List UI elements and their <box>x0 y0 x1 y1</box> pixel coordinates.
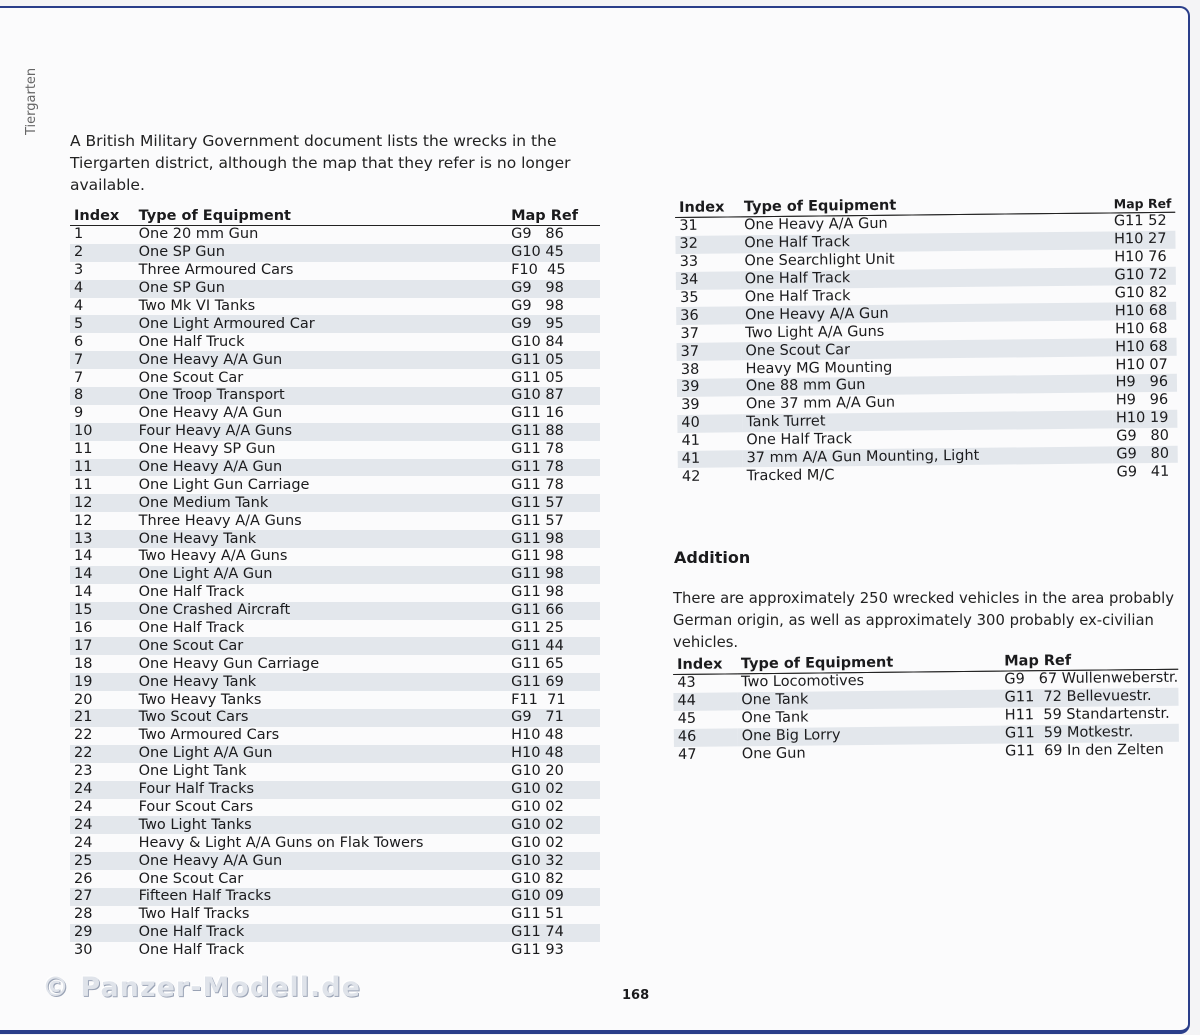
row-map-ref: G11 74 <box>507 924 600 942</box>
row-equipment: One Half Track <box>138 620 245 637</box>
row-equipment: One Half Track <box>740 231 1110 253</box>
table-row <box>70 298 600 316</box>
row-map-ref: H9 96 <box>1112 374 1178 393</box>
row-index: 16 <box>74 620 93 637</box>
row-equipment: One Light Gun Carriage <box>138 476 310 493</box>
row-map-ref: H10 76 <box>1114 249 1167 266</box>
row-equipment: One Heavy Gun Carriage <box>138 655 320 672</box>
row-index: 10 <box>70 423 135 441</box>
row-map-ref: F10 45 <box>511 262 566 279</box>
row-map-ref: G11 98 <box>507 530 600 548</box>
addition-heading: Addition <box>674 548 751 567</box>
row-index: 24 <box>70 781 135 799</box>
row-equipment: One Heavy A/A Gun <box>135 852 507 870</box>
row-equipment: Two Scout Cars <box>135 709 507 727</box>
row-map-ref: G10 82 <box>1114 284 1168 302</box>
row-map-ref: H9 96 <box>1115 392 1169 409</box>
row-map-ref: G10 02 <box>511 834 564 851</box>
row-index: 24 <box>74 798 93 815</box>
table-row <box>70 405 600 423</box>
row-index: 45 <box>677 710 697 728</box>
page-number: 168 <box>622 988 650 1003</box>
row-map-ref: H10 48 <box>507 745 600 763</box>
row-equipment: One Gun <box>741 745 806 763</box>
row-equipment: One Heavy Tank <box>135 673 507 691</box>
row-equipment: One Light Tank <box>138 763 247 780</box>
row-map-ref: G10 82 <box>511 870 564 887</box>
row-map-ref: G11 59 Motkestr. <box>1001 723 1179 743</box>
header-map-ref: Map Ref <box>507 206 600 226</box>
row-map-ref: G9 67 Wullenweberstr. <box>1004 670 1179 688</box>
table-row <box>70 924 600 942</box>
row-map-ref: G11 93 <box>511 942 564 959</box>
header-index: Index <box>70 206 135 226</box>
table-row <box>70 280 600 298</box>
header-map-ref: Map Ref <box>1000 650 1178 671</box>
row-index: 6 <box>74 333 84 350</box>
row-map-ref: H10 68 <box>1111 338 1177 357</box>
table-row <box>70 494 600 512</box>
row-index: 27 <box>70 888 135 906</box>
row-map-ref: G11 98 <box>511 584 564 601</box>
row-equipment: One 20 mm Gun <box>138 226 259 243</box>
row-equipment: One Scout Car <box>138 870 244 887</box>
wrecks-table-left <box>70 206 600 960</box>
row-index: 11 <box>70 459 135 477</box>
row-equipment: One Heavy Tank <box>135 530 507 548</box>
row-map-ref: G11 98 <box>511 548 564 565</box>
row-index: 47 <box>677 746 697 763</box>
row-equipment: Three Armoured Cars <box>138 262 294 279</box>
row-index: 18 <box>74 655 93 672</box>
table-row <box>70 441 600 459</box>
row-index: 40 <box>677 414 742 433</box>
row-map-ref: H10 68 <box>1111 302 1177 321</box>
row-index: 39 <box>681 397 700 414</box>
row-index: 37 <box>680 325 699 342</box>
table-row <box>70 244 600 262</box>
wrecks-table-right <box>675 193 1178 487</box>
row-equipment: One Tank <box>737 689 1000 710</box>
row-index: 25 <box>70 852 135 870</box>
table-row <box>70 423 600 441</box>
row-index: 28 <box>74 906 93 923</box>
table-row <box>70 673 600 691</box>
row-equipment: One SP Gun <box>135 280 507 298</box>
row-index: 14 <box>74 548 93 565</box>
row-map-ref: G11 16 <box>511 405 564 422</box>
row-index: 41 <box>681 432 701 450</box>
row-equipment: One Big Lorry <box>738 725 1001 746</box>
row-map-ref: G10 45 <box>507 244 600 262</box>
table-row <box>70 566 600 584</box>
row-equipment: Two Heavy A/A Guns <box>138 548 288 565</box>
row-map-ref: G11 65 <box>511 655 564 672</box>
row-equipment: One 37 mm A/A Gun <box>745 395 896 413</box>
row-map-ref: G10 72 <box>1110 266 1176 285</box>
intro-paragraph: A British Military Government document lists the wrecks in the Tiergarten district, although the map that they refer is no longer available. <box>70 132 571 194</box>
row-equipment: One Tank <box>741 709 809 727</box>
row-index: 2 <box>70 244 135 262</box>
row-map-ref: G10 84 <box>511 333 564 350</box>
row-index: 36 <box>676 307 741 326</box>
row-index: 31 <box>679 218 698 235</box>
row-index: 30 <box>74 942 93 959</box>
row-index: 39 <box>677 378 742 397</box>
row-index: 26 <box>74 870 93 887</box>
row-index: 29 <box>70 924 135 942</box>
row-map-ref: G9 98 <box>507 280 600 298</box>
row-map-ref: G11 66 <box>507 602 600 620</box>
row-index: 8 <box>70 387 135 405</box>
table-row <box>70 476 600 494</box>
table-row <box>70 226 600 244</box>
row-map-ref: G10 02 <box>511 798 564 815</box>
row-index: 24 <box>74 834 93 851</box>
row-equipment: Four Heavy A/A Guns <box>135 423 507 441</box>
row-index: 32 <box>675 235 740 254</box>
row-map-ref: G9 80 <box>1116 427 1169 445</box>
row-equipment: One Heavy A/A Gun <box>744 216 888 234</box>
table-row <box>70 906 600 924</box>
table-row <box>70 745 600 763</box>
row-equipment: Heavy & Light A/A Guns on Flak Towers <box>138 834 424 851</box>
row-map-ref: G11 51 <box>511 906 564 923</box>
table-row <box>70 315 600 333</box>
row-equipment: Two Light A/A Guns <box>745 323 885 342</box>
row-map-ref: H11 59 Standartenstr. <box>1004 706 1170 724</box>
row-equipment: One Half Track <box>744 288 851 306</box>
table-row <box>70 691 600 709</box>
row-index: 4 <box>74 298 84 314</box>
row-equipment: One Heavy A/A Gun <box>135 351 507 369</box>
row-map-ref: H10 07 <box>1115 356 1168 373</box>
row-index: 15 <box>70 602 135 620</box>
row-index: 14 <box>70 566 135 584</box>
row-index: 4 <box>70 280 135 298</box>
table-row <box>70 459 600 477</box>
row-index: 42 <box>681 468 701 485</box>
row-map-ref: G10 02 <box>507 816 600 834</box>
row-index: 22 <box>74 727 93 744</box>
row-map-ref: G9 95 <box>507 315 600 333</box>
row-equipment: One Half Track <box>746 431 853 449</box>
row-map-ref: G10 20 <box>511 763 564 780</box>
table-row <box>70 387 600 405</box>
table-row <box>70 852 600 870</box>
row-index: 21 <box>70 709 135 727</box>
row-map-ref: G9 71 <box>507 709 600 727</box>
table-row <box>70 799 600 817</box>
row-map-ref: G10 02 <box>507 781 600 799</box>
table-row <box>70 512 600 530</box>
table-row <box>70 727 600 745</box>
row-map-ref: G11 78 <box>511 476 564 493</box>
row-equipment: One Light A/A Gun <box>135 566 507 584</box>
row-equipment: Two Locomotives <box>741 673 865 691</box>
table-row <box>70 369 600 387</box>
addition-paragraph: There are approximately 250 wrecked vehicles in the area probably German origin, as well as approximately 300 probably ex-civilian vehicles. <box>673 590 1174 651</box>
row-index: 35 <box>679 289 699 306</box>
row-index: 41 <box>678 450 743 469</box>
row-equipment: One Scout Car <box>135 637 507 655</box>
row-map-ref: G11 52 <box>1113 213 1167 230</box>
row-index: 7 <box>74 369 84 386</box>
row-index: 22 <box>70 745 135 763</box>
row-map-ref: G11 78 <box>507 459 600 477</box>
row-equipment: Heavy MG Mounting <box>745 359 893 377</box>
row-equipment: Two Half Tracks <box>138 906 250 923</box>
header-index: Index <box>675 197 740 217</box>
row-equipment: One Half Track <box>741 267 1111 289</box>
row-index: 14 <box>74 584 93 601</box>
row-equipment: Tank Turret <box>742 410 1112 432</box>
row-index: 9 <box>74 405 84 422</box>
header-type: Type of Equipment <box>135 206 507 226</box>
row-index: 11 <box>74 476 93 493</box>
table-row <box>70 262 600 280</box>
row-map-ref: G10 09 <box>507 888 600 906</box>
row-index: 33 <box>679 253 699 271</box>
row-equipment: One Heavy A/A Gun <box>135 459 507 477</box>
table-row <box>70 781 600 799</box>
row-map-ref: G11 69 <box>507 673 600 691</box>
row-map-ref: G11 05 <box>507 351 600 369</box>
row-map-ref: G11 25 <box>511 620 564 637</box>
row-index: 24 <box>70 816 135 834</box>
chapter-side-label: Tiergarten <box>24 67 39 135</box>
row-equipment: One Scout Car <box>138 369 244 386</box>
table-row <box>70 870 600 888</box>
table-row <box>70 942 600 960</box>
row-equipment: Fifteen Half Tracks <box>135 888 507 906</box>
row-equipment: One Crashed Aircraft <box>135 602 507 620</box>
row-index: 11 <box>74 441 93 458</box>
table-row <box>70 637 600 655</box>
row-index: 23 <box>74 763 93 780</box>
table-row <box>70 763 600 781</box>
row-equipment: One Half Track <box>135 924 507 942</box>
row-map-ref: G11 05 <box>511 369 564 386</box>
row-equipment: One Half Truck <box>138 333 245 350</box>
row-map-ref: G11 78 <box>511 441 564 458</box>
header-type: Type of Equipment <box>740 193 1110 216</box>
row-equipment: Three Heavy A/A Guns <box>138 512 302 529</box>
row-equipment: One Troop Transport <box>135 387 507 405</box>
row-index: 46 <box>674 728 738 747</box>
row-map-ref: G9 41 <box>1116 463 1170 481</box>
row-index: 12 <box>74 512 93 529</box>
table-row <box>70 816 600 834</box>
row-equipment: One SP Gun <box>135 244 507 262</box>
row-index: 44 <box>673 692 737 711</box>
row-equipment: One Scout Car <box>741 339 1111 361</box>
table-row <box>70 834 600 852</box>
row-equipment: 37 mm A/A Gun Mounting, Light <box>742 446 1112 468</box>
row-map-ref: G9 98 <box>511 298 564 314</box>
table-row <box>70 602 600 620</box>
table-row <box>70 548 600 566</box>
row-map-ref: G11 57 <box>507 494 600 512</box>
row-map-ref: H10 27 <box>1110 231 1176 250</box>
table-row <box>70 888 600 906</box>
header-type: Type of Equipment <box>737 652 1001 674</box>
row-map-ref: G9 80 <box>1112 445 1178 464</box>
row-index: 37 <box>677 343 742 362</box>
row-map-ref: G11 44 <box>507 637 600 655</box>
row-equipment: One Half Track <box>138 942 245 959</box>
row-map-ref: G11 72 Bellevuestr. <box>1000 688 1178 708</box>
addition-table <box>673 650 1179 765</box>
row-map-ref: G9 86 <box>511 226 564 243</box>
row-equipment: One Searchlight Unit <box>744 251 895 270</box>
table-row <box>70 333 600 351</box>
row-map-ref: G11 98 <box>507 566 600 584</box>
row-equipment: One 88 mm Gun <box>742 374 1112 396</box>
watermark: © Panzer-Modell.de <box>42 972 361 1003</box>
row-equipment: One Light A/A Gun <box>135 745 507 763</box>
table-row <box>70 530 600 548</box>
row-map-ref: H10 19 <box>1112 410 1178 429</box>
row-equipment: One Heavy A/A Gun <box>138 405 283 422</box>
table-row <box>70 709 600 727</box>
row-index: 12 <box>70 494 135 512</box>
row-map-ref: G11 57 <box>511 512 564 529</box>
row-index: 5 <box>70 315 135 333</box>
row-equipment: One Medium Tank <box>135 494 507 512</box>
row-equipment: One Heavy SP Gun <box>138 441 276 458</box>
row-index: 7 <box>70 351 135 369</box>
row-map-ref: H10 48 <box>511 727 564 744</box>
row-equipment: One Heavy A/A Gun <box>741 303 1111 325</box>
row-map-ref: F11 71 <box>511 691 566 708</box>
table-row <box>70 620 600 638</box>
row-equipment: Four Half Tracks <box>135 781 507 799</box>
row-index: 3 <box>74 262 84 279</box>
row-equipment: One Light Armoured Car <box>135 315 507 333</box>
row-equipment: Two Armoured Cars <box>138 727 280 744</box>
header-map-ref: Map Ref <box>1110 193 1176 213</box>
row-equipment: Two Heavy Tanks <box>138 691 262 708</box>
row-index: 19 <box>70 673 135 691</box>
row-equipment: Four Scout Cars <box>138 798 254 815</box>
row-index: 38 <box>680 361 700 378</box>
header-index: Index <box>673 654 737 674</box>
row-index: 20 <box>74 691 93 708</box>
row-equipment: Two Light Tanks <box>135 816 507 834</box>
row-index: 43 <box>677 675 696 692</box>
row-equipment: Two Mk VI Tanks <box>138 298 256 314</box>
row-index: 13 <box>70 530 135 548</box>
row-map-ref: H10 68 <box>1114 320 1168 338</box>
row-index: 17 <box>70 637 135 655</box>
row-map-ref: G10 87 <box>507 387 600 405</box>
row-equipment: One Half Track <box>138 584 245 601</box>
row-map-ref: G11 69 In den Zelten <box>1005 741 1164 760</box>
table-row <box>70 584 600 602</box>
row-index: 1 <box>74 226 84 243</box>
table-row <box>70 655 600 673</box>
table-row <box>70 351 600 369</box>
row-map-ref: G11 88 <box>507 423 600 441</box>
row-map-ref: G10 32 <box>507 852 600 870</box>
row-index: 34 <box>676 271 741 290</box>
row-equipment: Tracked M/C <box>746 467 835 485</box>
